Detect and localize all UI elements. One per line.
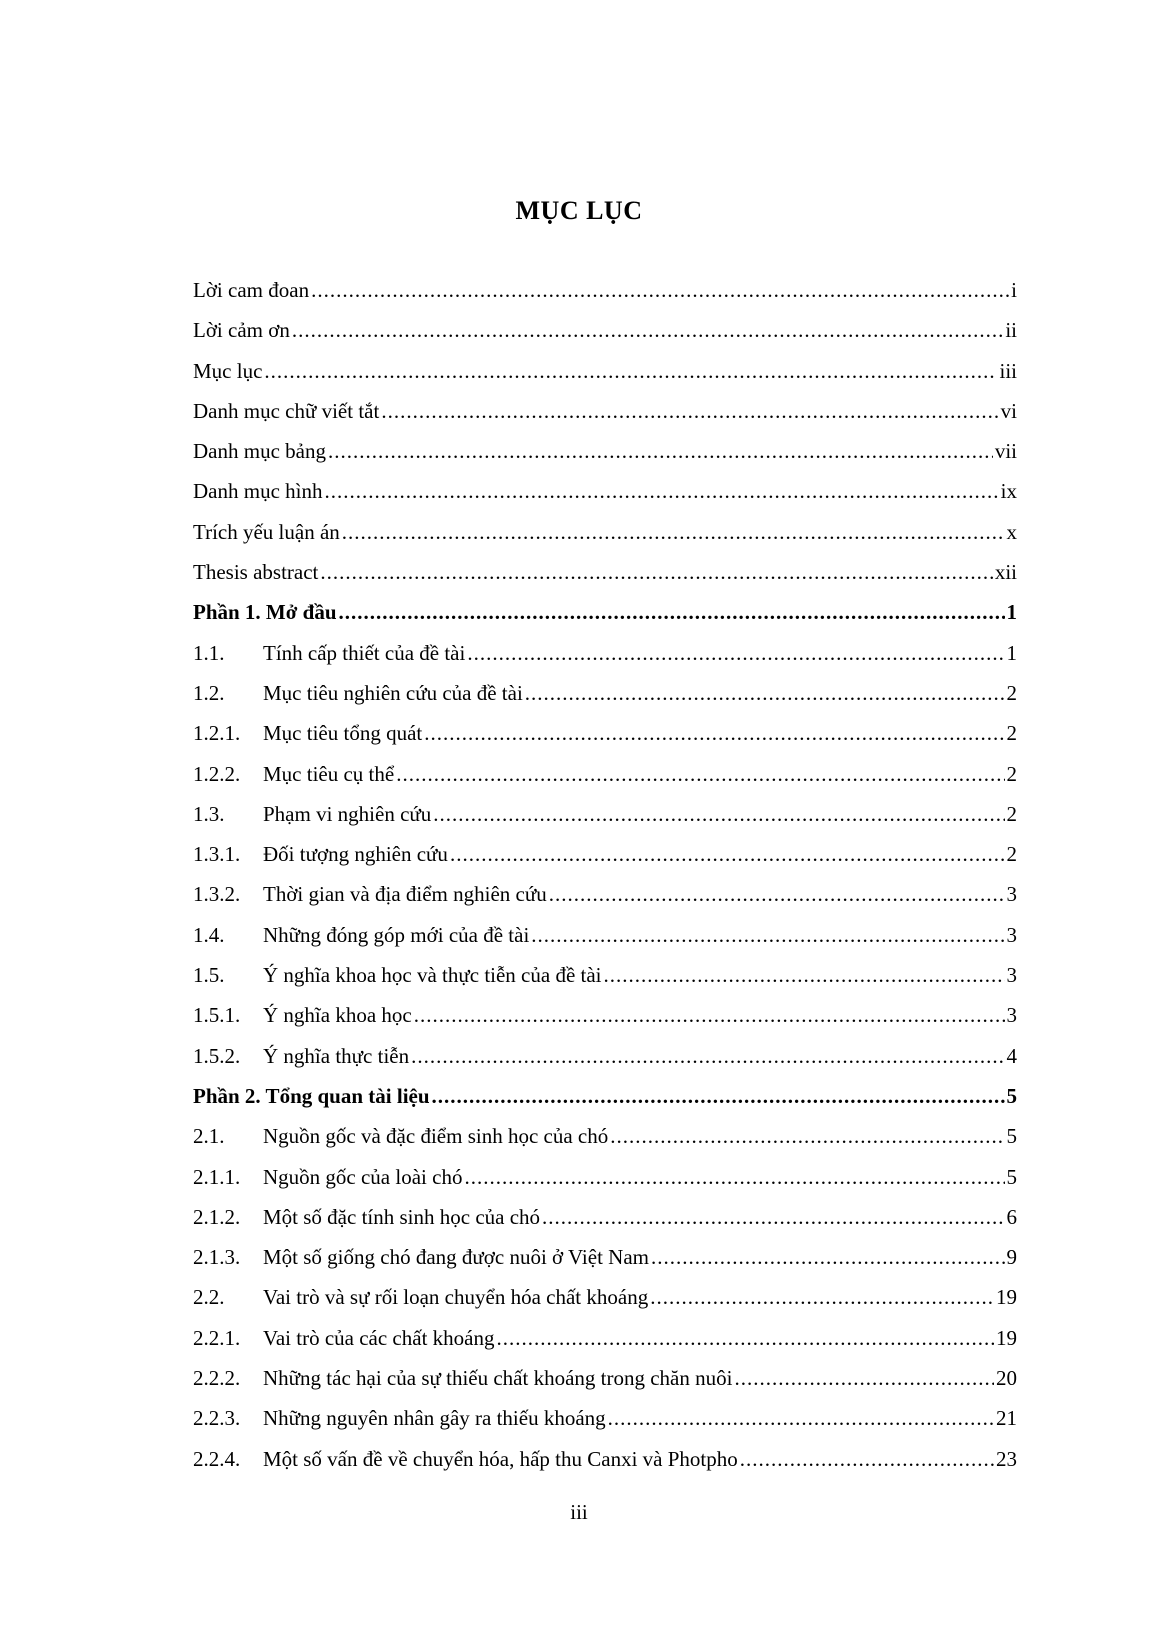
toc-entry-page: 1 [1006, 600, 1017, 625]
toc-dot-leader [464, 1157, 1004, 1197]
toc-entry-label: Lời cảm ơn [193, 318, 290, 343]
toc-entry-page: vii [994, 439, 1017, 464]
toc-entry-label: Danh mục hình [193, 479, 323, 504]
toc-entry-label: Danh mục bảng [193, 439, 326, 464]
toc-entry [193, 995, 1017, 1035]
toc-dot-leader [324, 471, 998, 511]
toc-dot-leader [328, 431, 993, 471]
toc-entry [193, 1439, 1017, 1479]
toc-entry-number: 2.2.4. [193, 1446, 241, 1471]
toc-entry-number: 1.5. [193, 963, 225, 988]
toc-entry [193, 754, 1017, 794]
toc-entry-label: Trích yếu luận án [193, 519, 340, 544]
toc-entry [193, 1157, 1017, 1197]
toc-entry [193, 874, 1017, 914]
toc-entry [193, 552, 1017, 592]
toc-part-heading [193, 592, 1017, 632]
toc-entry-number: 2.1.1. [193, 1164, 241, 1189]
toc-entry [193, 1197, 1017, 1237]
toc-entry-label: Những nguyên nhân gây ra thiếu khoáng [263, 1406, 606, 1431]
toc-entry-label: Một số đặc tính sinh học của chó [263, 1204, 541, 1229]
toc-dot-leader [651, 1237, 1005, 1277]
toc-entry-number: 2.1. [193, 1124, 225, 1149]
toc-entry-page: 2 [1006, 721, 1017, 746]
toc-entry-label: Phần 1. Mở đầu [193, 600, 337, 625]
toc-entry [193, 1036, 1017, 1076]
toc-entry-number: 2.2.3. [193, 1406, 241, 1431]
toc-entry-label: Mục tiêu cụ thể [263, 761, 395, 786]
toc-entry [193, 391, 1017, 431]
toc-entry-number: 2.2.1. [193, 1325, 241, 1350]
toc-dot-leader [604, 955, 1005, 995]
toc-entry-label: Mục lục [193, 358, 263, 383]
toc-entry [193, 1358, 1017, 1398]
toc-entry [193, 794, 1017, 834]
toc-entry-label: Ý nghĩa thực tiễn [263, 1043, 410, 1068]
toc-entry-page: 2 [1006, 761, 1017, 786]
toc-dot-leader [396, 754, 1004, 794]
toc-dot-leader [411, 1036, 1004, 1076]
toc-entry-label: Thời gian và địa điểm nghiên cứu [263, 882, 547, 907]
toc-entry-page: 6 [1006, 1204, 1017, 1229]
toc-dot-leader [342, 512, 1005, 552]
toc-entry-number: 1.3.1. [193, 842, 241, 867]
toc-entry-number: 1.2.2. [193, 761, 241, 786]
toc-entry-label: Mục tiêu nghiên cứu của đề tài [263, 680, 523, 705]
toc-dot-leader [381, 391, 998, 431]
toc-entry-label: Phần 2. Tổng quan tài liệu [193, 1083, 430, 1108]
toc-entry-page: ix [1000, 479, 1017, 504]
toc-dot-leader [610, 1116, 1004, 1156]
toc-entry [193, 431, 1017, 471]
toc-entry-page: 23 [996, 1446, 1017, 1471]
toc-entry-number: 1.1. [193, 640, 225, 665]
toc-dot-leader [525, 673, 1005, 713]
toc-entry-page: 2 [1006, 842, 1017, 867]
toc-dot-leader [531, 915, 1004, 955]
toc-dot-leader [608, 1398, 994, 1438]
toc-entry [193, 955, 1017, 995]
toc-entry-page: 2 [1006, 680, 1017, 705]
toc-entry-page: x [1006, 519, 1017, 544]
toc-dot-leader [320, 552, 992, 592]
toc-dot-leader [311, 270, 1009, 310]
toc-entry [193, 633, 1017, 673]
toc-entry-label: Tính cấp thiết của đề tài [263, 640, 466, 665]
toc-entry-label: Lời cam đoan [193, 278, 310, 302]
toc-entry-page: iii [999, 358, 1017, 383]
toc-entry [193, 270, 1017, 310]
toc-entry-label: Đối tượng nghiên cứu [263, 842, 448, 867]
toc-entry-label: Nguồn gốc của loài chó [263, 1164, 463, 1189]
toc-entry [193, 1277, 1017, 1317]
toc-entry-page: 9 [1006, 1245, 1017, 1270]
toc-entry [193, 1237, 1017, 1277]
toc-entry-page: 2 [1006, 801, 1017, 826]
toc-entry-page: 21 [996, 1406, 1017, 1431]
toc-entry [193, 310, 1017, 350]
toc-dot-leader [542, 1197, 1004, 1237]
toc-dot-leader [433, 794, 1004, 834]
toc-dot-leader [740, 1439, 994, 1479]
toc-dot-leader [432, 1076, 1005, 1116]
toc-entry-label: Một số vấn đề về chuyển hóa, hấp thu Canxi và Photpho [263, 1446, 738, 1471]
toc-entry-label: Những tác hại của sự thiếu chất khoáng trong chăn nuôi [263, 1366, 733, 1391]
table-of-contents [193, 270, 1017, 1479]
toc-entry-label: Nguồn gốc và đặc điểm sinh học của chó [263, 1124, 609, 1149]
toc-entry [193, 1318, 1017, 1358]
toc-entry-page: 3 [1006, 882, 1017, 907]
toc-entry-number: 1.2. [193, 680, 225, 705]
toc-entry-number: 1.3.2. [193, 882, 241, 907]
toc-entry [193, 673, 1017, 713]
toc-entry-number: 1.4. [193, 922, 225, 947]
toc-entry [193, 1398, 1017, 1438]
toc-dot-leader [414, 995, 1005, 1035]
toc-entry-label: Mục tiêu tổng quát [263, 721, 423, 746]
toc-entry-label: Vai trò của các chất khoáng [263, 1325, 495, 1350]
toc-entry [193, 351, 1017, 391]
toc-dot-leader [264, 351, 997, 391]
toc-entry-label: Phạm vi nghiên cứu [263, 801, 432, 826]
page-title: MỤC LỤC [515, 196, 643, 225]
toc-entry [193, 713, 1017, 753]
toc-entry-page: ii [1005, 318, 1017, 343]
toc-entry [193, 471, 1017, 511]
toc-entry-page: 3 [1006, 1003, 1017, 1028]
toc-entry-number: 2.1.3. [193, 1245, 241, 1270]
toc-entry [193, 915, 1017, 955]
toc-dot-leader [339, 592, 1005, 632]
toc-entry-page: 5 [1006, 1083, 1017, 1108]
toc-dot-leader [650, 1277, 994, 1317]
toc-entry-page: i [1011, 278, 1017, 302]
toc-entry [193, 1116, 1017, 1156]
page-number: iii [570, 1500, 588, 1524]
toc-dot-leader [424, 713, 1004, 753]
toc-entry-page: xii [994, 560, 1017, 585]
toc-entry-label: Danh mục chữ viết tắt [193, 398, 380, 423]
toc-entry-number: 1.5.2. [193, 1043, 241, 1068]
toc-entry-label: Ý nghĩa khoa học [263, 1003, 412, 1028]
toc-entry-number: 2.1.2. [193, 1204, 241, 1229]
toc-entry-number: 1.3. [193, 801, 225, 826]
toc-dot-leader [467, 633, 1004, 673]
toc-entry-label: Những đóng góp mới của đề tài [263, 922, 530, 947]
toc-entry-number: 1.2.1. [193, 721, 241, 746]
toc-entry-label: Ý nghĩa khoa học và thực tiễn của đề tài [263, 963, 602, 988]
toc-dot-leader [549, 874, 1005, 914]
toc-entry-page: 20 [996, 1366, 1017, 1391]
toc-dot-leader [292, 310, 1003, 350]
toc-entry-number: 1.5.1. [193, 1003, 241, 1028]
toc-entry-number: 2.2.2. [193, 1366, 241, 1391]
toc-part-heading [193, 1076, 1017, 1116]
toc-entry-page: 19 [996, 1325, 1017, 1350]
toc-entry [193, 834, 1017, 874]
toc-entry [193, 512, 1017, 552]
toc-entry-page: 5 [1006, 1124, 1017, 1149]
toc-entry-page: vi [1000, 398, 1017, 423]
toc-entry-label: Một số giống chó đang được nuôi ở Việt Nam [263, 1245, 649, 1270]
toc-entry-page: 1 [1006, 640, 1017, 665]
toc-dot-leader [450, 834, 1005, 874]
toc-entry-page: 19 [996, 1285, 1017, 1310]
toc-entry-label: Thesis abstract [193, 560, 319, 585]
toc-entry-page: 5 [1006, 1164, 1017, 1189]
toc-entry-page: 3 [1006, 922, 1017, 947]
toc-entry-page: 4 [1006, 1043, 1017, 1068]
toc-entry-label: Vai trò và sự rối loạn chuyển hóa chất khoáng [263, 1285, 649, 1310]
toc-dot-leader [496, 1318, 994, 1358]
toc-dot-leader [734, 1358, 994, 1398]
toc-entry-page: 3 [1006, 963, 1017, 988]
toc-entry-number: 2.2. [193, 1285, 225, 1310]
